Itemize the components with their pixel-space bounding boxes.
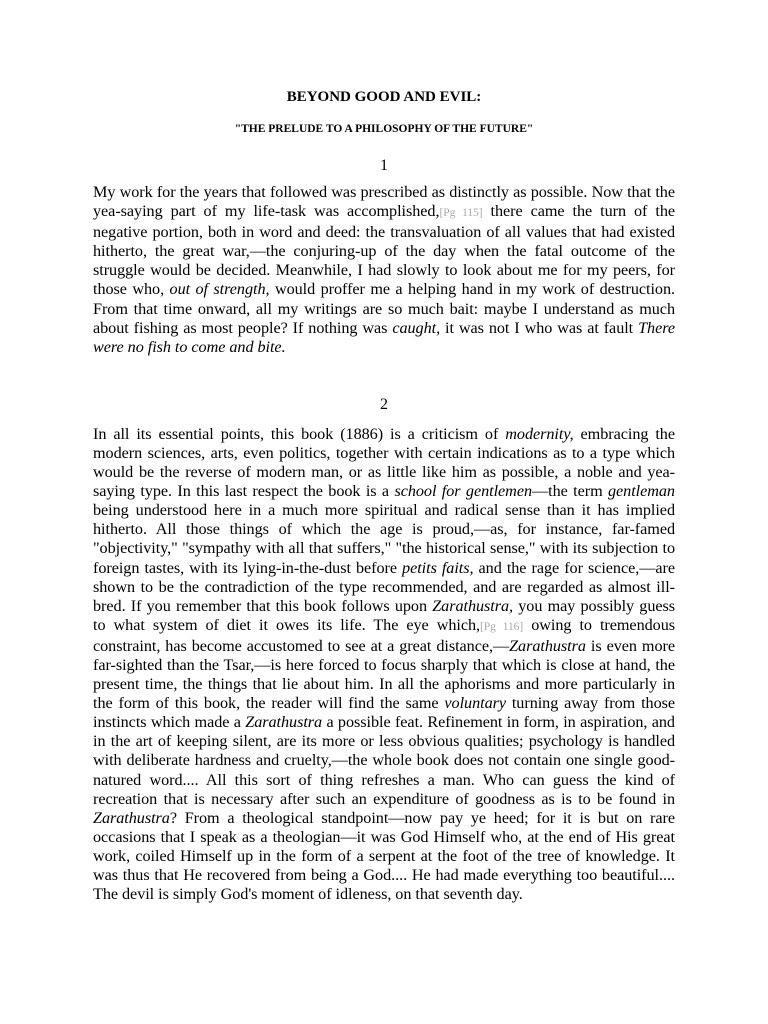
document-title: BEYOND GOOD AND EVIL: [286,89,482,105]
section-number-1: 1 [380,157,388,174]
emphasis-text: Zarathustra [509,636,586,655]
page-content [93,85,675,904]
text-run: being understood here in a much more spiritual and radical sense than it has implied hitherto. All those things of which the age is proud,—as, for instance, far-famed "objectivity," "sympathy with all that suffers," "the historical sense," with its subjection to foreign tastes, with its lying-in-the-dust before [93,501,675,577]
text-run: —the term [532,482,608,501]
text-run: it was not I who was at fault [440,318,639,337]
emphasis-text: out of strength, [169,280,270,299]
text-run: owing to tremendous constraint, has become accustomed to see at a great distance,— [93,615,675,655]
text-run: My work for the years that followed was prescribed as distinctly as possible. Now that the yea-saying part of my life-task was accomplished, [93,183,675,221]
emphasis-text: There were no fish to come and bite. [93,318,675,356]
text-run: ? From a theological standpoint—now pay ye heed; for it is but on rare occasions that I speak as a theologian—it was God Himself who, at the end of His great work, coiled Himself up in the form of a serpent at the foot of the tree of knowledge. It was thus that He recovered from being a God.... He had made everything too beautiful.... The devil is simply God's moment of idleness, on that seventh day. [93,808,675,904]
emphasis-text: school for gentlemen [394,482,532,501]
text-run: and the rage for science,—are shown to be the contradiction of the type recommended, and are regarded as almost ill-bred. If you remember that this book follows upon [93,558,675,615]
text-run: In all its essential points, this book (1886) is a criticism of [93,424,506,443]
text-run: a possible feat. Refinement in form, in aspiration, and in the art of keeping silent, are its more or less obvious qualities; psychology is handled with deliberate hardness and cruelty,—the whole book does not contain one single good-natured word.... All this sort of thing refreshes a man. Who can guess the kind of recreation that is necessary after such an expenditure of goodness as is to be found in [93,713,675,808]
emphasis-text: Zarathustra [245,713,323,732]
text-run: you may possibly guess to what system of diet it owes its life. The eye which, [93,596,675,634]
text-run: embracing the modern sciences, arts, even politics, together with certain indications as to a type which would be the reverse of modern man, or as little like him as possible, a noble and yea-saying type. In this last respect the book is a [93,424,675,501]
emphasis-text: voluntary [444,694,506,713]
section-1-paragraph [93,183,675,357]
text-run: turning away from those instincts which made a [93,694,675,732]
emphasis-text: modernity, [505,424,574,443]
text-run: is even more far-sighted than the Tsar,—is here forced to focus sharply that which is close at hand, the present time, the things that lie about him. In all the aphorisms and more particularly in the form of this book, the reader will find the same [93,636,675,713]
page-reference: [Pg 115] [439,207,483,220]
emphasis-text: gentleman [608,482,675,501]
document-subtitle: "THE PRELUDE TO A PHILOSOPHY OF THE FUTURE" [234,123,534,135]
text-run: there came the turn of the negative portion, both in word and deed: the transvaluation of all values that had existed hitherto, the great war,—the conjuring-up of the day when the fatal outcome of the struggle would be decided. Meanwhile, I had slowly to look about me for my peers, for those who, [93,202,675,299]
emphasis-text: caught, [392,318,441,337]
section-number-2: 2 [380,395,388,413]
emphasis-text: Zarathustra [93,808,170,827]
section-2-paragraph [93,425,675,904]
emphasis-text: Zarathustra, [432,596,514,615]
page-reference: [Pg 116] [480,620,524,633]
text-run: would proffer me a helping hand in my work of destruction. From that time onward, all my writings are so much bait: maybe I understand as much about fishing as most people? If nothing was [93,280,676,337]
emphasis-text: petits faits, [402,558,474,577]
